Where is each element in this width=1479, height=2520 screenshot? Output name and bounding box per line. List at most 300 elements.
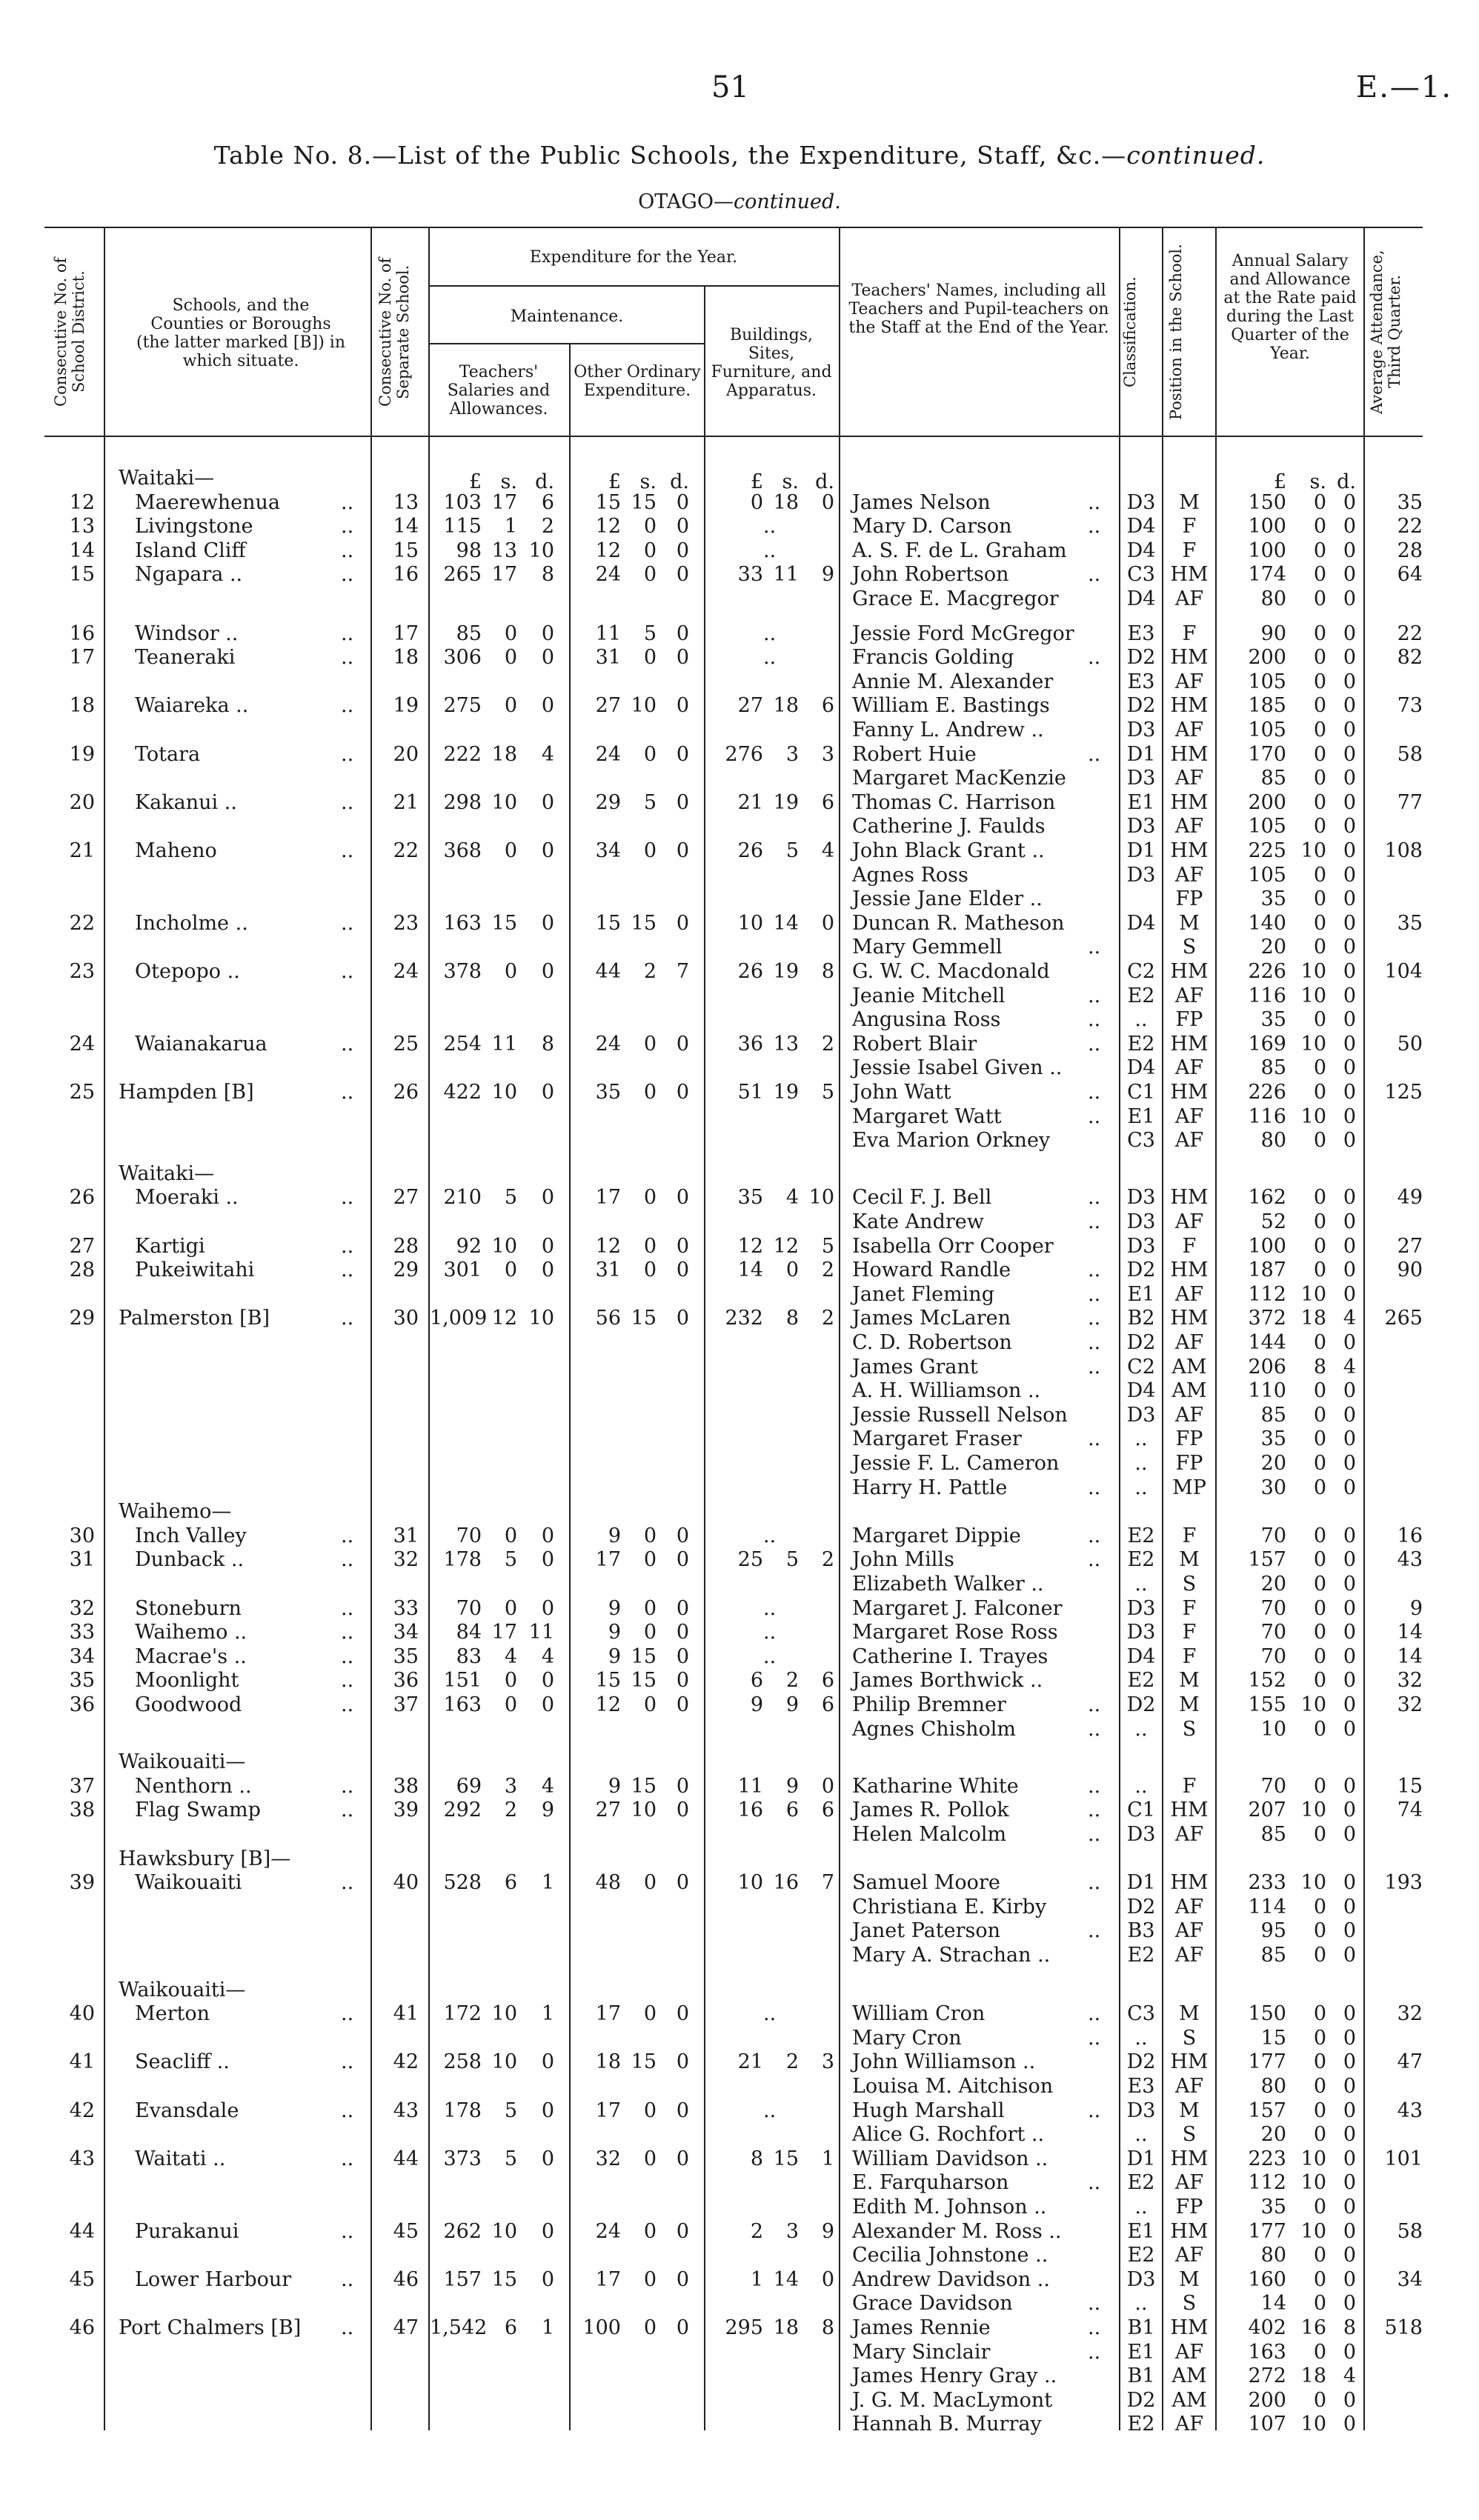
header-buildings: Buildings, Sites, Furniture, and Apparatus. (711, 326, 832, 400)
buildings-expenditure-shillings: 13 (773, 1032, 799, 1056)
buildings-expenditure: .. (763, 1596, 777, 1620)
annual-salary-pence: 0 (1343, 539, 1356, 562)
annual-salary-shillings: 0 (1313, 1823, 1326, 1846)
teacher-salaries-pounds: 70 (456, 1596, 482, 1620)
classification: D4 (1126, 1644, 1156, 1668)
other-expenditure-shillings: 0 (643, 539, 657, 562)
teacher-salaries-shillings: 5 (504, 1186, 517, 1210)
teacher-salaries-shillings: 5 (504, 2147, 517, 2170)
classification: E1 (1127, 2340, 1155, 2364)
classification: D2 (1126, 646, 1156, 670)
other-expenditure-pounds: 12 (595, 515, 621, 539)
other-expenditure (578, 1186, 689, 1210)
buildings-expenditure-pounds: 232 (725, 1307, 763, 1330)
annual-salary (1221, 864, 1356, 887)
teacher-salaries-pounds: 178 (443, 2099, 482, 2122)
annual-salary (1221, 670, 1356, 694)
teacher-salaries-pounds: 83 (456, 1644, 482, 1668)
annual-salary-pence: 0 (1343, 621, 1356, 645)
leader-dots: .. (341, 2050, 354, 2074)
buildings-expenditure (711, 2050, 834, 2074)
annual-salary (1221, 2292, 1356, 2316)
classification: D3 (1126, 863, 1156, 887)
teacher-name: Harry H. Pattle (852, 1476, 1008, 1499)
other-expenditure-shillings: 2 (643, 960, 657, 983)
district-number: 34 (69, 1644, 95, 1668)
school-position: F (1182, 1621, 1197, 1644)
other-expenditure-shillings: 0 (643, 1234, 657, 1258)
average-attendance: 14 (1397, 1621, 1423, 1644)
leader-dots: .. (1088, 646, 1101, 670)
leader-dots: .. (341, 2316, 354, 2339)
teacher-name: Katharine White (852, 1774, 1019, 1798)
other-expenditure-pence: 0 (676, 646, 689, 670)
annual-salary-pounds: 35 (1260, 1008, 1286, 1032)
annual-salary-shillings: 0 (1313, 742, 1326, 766)
annual-salary-pounds: 85 (1260, 1823, 1286, 1846)
annual-salary-pounds: 20 (1260, 936, 1286, 959)
teacher-name: Francis Golding (852, 646, 1014, 670)
teacher-name: Thomas C. Harrison (852, 790, 1056, 814)
other-expenditure-shillings: 0 (643, 1081, 657, 1104)
annual-salary (1221, 791, 1356, 815)
annual-salary-shillings: 0 (1313, 1056, 1326, 1080)
teacher-name: Alexander M. Ross .. (852, 2219, 1062, 2243)
annual-salary (1221, 1645, 1356, 1669)
buildings-expenditure (711, 1693, 834, 1717)
annual-salary-pounds: 272 (1248, 2364, 1286, 2388)
buildings-expenditure-pence: 0 (821, 1774, 834, 1798)
school-position: FP (1175, 1452, 1203, 1475)
average-attendance: 9 (1409, 1596, 1423, 1620)
teacher-salaries (430, 563, 554, 587)
annual-salary-pence: 0 (1343, 936, 1356, 959)
buildings-expenditure-shillings: 18 (773, 490, 799, 514)
school-name: Purakanui (135, 2219, 239, 2243)
buildings-expenditure-pounds: 26 (737, 960, 763, 983)
teacher-name: John Watt (852, 1081, 951, 1104)
buildings-expenditure (711, 1186, 834, 1210)
annual-salary-pence: 0 (1343, 2050, 1356, 2074)
annual-salary-shillings: 0 (1313, 911, 1326, 935)
table-title-suffix: continued. (1126, 141, 1266, 170)
teacher-salaries-shillings: 0 (504, 1596, 517, 1620)
annual-salary-shillings: 0 (1313, 767, 1326, 790)
teacher-salaries-pence: 0 (541, 1669, 554, 1693)
school-name: Waianakarua (135, 1032, 267, 1056)
buildings-expenditure-pence: 3 (821, 2050, 834, 2074)
classification: E2 (1127, 2413, 1155, 2436)
teacher-name: Margaret MacKenzie (852, 767, 1066, 790)
teacher-salaries-shillings: 6 (504, 2316, 517, 2339)
teacher-name: John Black Grant .. (852, 839, 1045, 862)
buildings-expenditure-shillings: 9 (785, 1693, 799, 1716)
leader-dots: .. (341, 1693, 354, 1716)
teacher-salaries (430, 1524, 554, 1548)
other-expenditure-shillings: 15 (631, 2050, 657, 2074)
leader-dots: .. (341, 1081, 354, 1104)
school-name: Flag Swamp (135, 1799, 261, 1822)
annual-salary-shillings: 10 (1300, 839, 1326, 862)
annual-salary-shillings: 0 (1313, 539, 1326, 562)
leader-dots: .. (341, 2219, 354, 2243)
leader-dots: .. (341, 1774, 354, 1798)
other-expenditure-pounds: 35 (595, 1081, 621, 1104)
other-expenditure-shillings: 10 (631, 1799, 657, 1822)
teacher-name: Angusina Ross (852, 1008, 1001, 1032)
school-position: AF (1174, 1919, 1204, 1943)
annual-salary (1221, 2364, 1356, 2388)
annual-salary-pence: 0 (1343, 1452, 1356, 1475)
separate-school-number: 21 (393, 790, 419, 814)
teacher-salaries-shillings: 0 (504, 1669, 517, 1693)
other-expenditure-pence: 0 (676, 1596, 689, 1620)
annual-salary-pence: 0 (1343, 670, 1356, 693)
leader-dots: .. (1088, 515, 1101, 539)
annual-salary (1221, 622, 1356, 646)
annual-salary-shillings: 0 (1313, 587, 1326, 610)
buildings-expenditure-pence: 0 (821, 490, 834, 514)
other-expenditure-shillings: 0 (643, 1524, 657, 1547)
annual-salary (1221, 515, 1356, 539)
teacher-salaries-shillings: 1 (504, 515, 517, 539)
annual-salary (1221, 1718, 1356, 1741)
leader-dots: .. (1088, 1307, 1101, 1330)
other-expenditure-pence: 0 (676, 1693, 689, 1716)
teacher-salaries-pence: 4 (541, 1644, 554, 1668)
annual-salary-shillings: 0 (1313, 1379, 1326, 1403)
teacher-name: Catherine J. Faulds (852, 815, 1046, 839)
annual-salary-shillings: 0 (1313, 621, 1326, 645)
annual-salary-pence: 0 (1343, 1644, 1356, 1668)
school-position: M (1179, 2099, 1200, 2122)
annual-salary-pounds: 35 (1260, 1427, 1286, 1451)
buildings-expenditure (711, 1307, 834, 1330)
teacher-salaries (430, 1307, 554, 1330)
annual-salary (1221, 2413, 1356, 2436)
teacher-salaries-pounds: 301 (443, 1259, 482, 1282)
leader-dots: .. (341, 563, 354, 587)
school-name: Dunback .. (135, 1548, 245, 1572)
teacher-salaries-shillings: 2 (504, 1799, 517, 1822)
average-attendance: 28 (1397, 539, 1423, 562)
other-expenditure-shillings: 0 (643, 742, 657, 766)
other-expenditure (578, 1597, 689, 1621)
buildings-expenditure (711, 2220, 834, 2244)
teacher-salaries-pence: 0 (541, 1259, 554, 1282)
annual-salary-pence: 0 (1343, 2123, 1356, 2147)
district-number: 29 (69, 1307, 95, 1330)
classification: D1 (1126, 839, 1156, 862)
teacher-salaries-shillings: 17 (491, 1621, 517, 1644)
school-name: Inch Valley (135, 1524, 247, 1547)
buildings-expenditure: .. (763, 515, 777, 539)
other-expenditure-shillings: 0 (643, 563, 657, 587)
buildings-expenditure: .. (763, 2002, 777, 2026)
teacher-salaries-pounds: 172 (443, 2002, 482, 2026)
school-position: AF (1174, 1895, 1204, 1919)
district-number: 38 (69, 1799, 95, 1822)
teacher-salaries (430, 2147, 554, 2171)
leader-dots: .. (1088, 1693, 1101, 1716)
district-number: 35 (69, 1669, 95, 1693)
annual-salary-shillings: 10 (1300, 1282, 1326, 1306)
average-attendance: 90 (1397, 1259, 1423, 1282)
other-expenditure-pounds: 31 (595, 646, 621, 670)
annual-salary (1221, 887, 1356, 911)
teacher-name: John Robertson (852, 563, 1009, 587)
school-name: Incholme .. (135, 911, 248, 935)
teacher-name: Robert Huie (852, 742, 977, 766)
classification: .. (1134, 1008, 1148, 1032)
buildings-expenditure (711, 2268, 834, 2292)
annual-salary-shillings: 0 (1313, 1573, 1326, 1596)
teacher-salaries (430, 491, 554, 515)
teacher-salaries (430, 1597, 554, 1621)
other-expenditure-pounds: 18 (595, 2050, 621, 2074)
teacher-name: Fanny L. Andrew .. (852, 719, 1044, 741)
annual-salary-pence: 0 (1343, 1032, 1356, 1056)
other-expenditure-pence: 0 (676, 1032, 689, 1056)
other-expenditure-shillings: 10 (631, 694, 657, 718)
school-position: F (1182, 1774, 1197, 1798)
teacher-salaries (430, 622, 554, 646)
buildings-expenditure (711, 1775, 834, 1799)
teacher-name: John Mills (852, 1548, 954, 1572)
other-expenditure-shillings: 5 (643, 621, 657, 645)
buildings-expenditure-pence: 4 (821, 839, 834, 862)
school-name: Teaneraki (135, 646, 236, 670)
school-position: AF (1174, 670, 1204, 693)
school-name: Nenthorn .. (135, 1774, 252, 1798)
district-number: 42 (69, 2099, 95, 2122)
annual-salary-pence: 0 (1343, 2267, 1356, 2291)
district-number: 24 (69, 1032, 95, 1056)
other-expenditure (578, 1259, 689, 1282)
other-expenditure-shillings: 0 (643, 2219, 657, 2243)
classification: E3 (1127, 670, 1155, 693)
other-expenditure-pounds: 32 (595, 2147, 621, 2170)
teacher-name: Grace Davidson (852, 2292, 1013, 2316)
annual-salary (1221, 984, 1356, 1008)
other-expenditure-shillings: 0 (643, 2316, 657, 2339)
annual-salary-pounds: 157 (1248, 2099, 1286, 2122)
other-expenditure-pence: 0 (676, 1081, 689, 1104)
leader-dots: .. (341, 1548, 354, 1572)
annual-salary (1221, 1896, 1356, 1919)
teacher-salaries-shillings: 13 (491, 539, 517, 562)
average-attendance: 265 (1384, 1307, 1423, 1330)
annual-salary-pence: 0 (1343, 1871, 1356, 1895)
annual-salary-shillings: 0 (1313, 1476, 1326, 1499)
annual-salary-pence: 0 (1343, 1379, 1356, 1403)
district-number: 13 (69, 515, 95, 539)
district-heading: Hawksbury [B]— (119, 1847, 291, 1870)
buildings-expenditure (711, 1669, 834, 1693)
annual-salary (1221, 2171, 1356, 2195)
annual-salary (1221, 1210, 1356, 1234)
annual-salary-shillings: 10 (1300, 1104, 1326, 1128)
annual-salary-pounds: 85 (1260, 1056, 1286, 1080)
teacher-salaries (430, 1033, 554, 1056)
annual-salary-shillings: 10 (1300, 2413, 1326, 2436)
school-position: F (1182, 1524, 1197, 1547)
annual-salary-shillings: 0 (1313, 1403, 1326, 1427)
school-position: FP (1175, 1008, 1203, 1032)
leader-dots: .. (1088, 1081, 1101, 1104)
annual-salary-shillings: 0 (1313, 2026, 1326, 2050)
buildings-expenditure-pounds: 51 (737, 1081, 763, 1104)
other-expenditure-pounds: 17 (595, 2002, 621, 2026)
annual-salary-pounds: 20 (1260, 2123, 1286, 2147)
buildings-expenditure: .. (763, 646, 777, 670)
annual-salary-pounds: 70 (1260, 1621, 1286, 1644)
annual-salary-pounds: 150 (1248, 2002, 1286, 2026)
annual-salary-shillings: 10 (1300, 960, 1326, 983)
school-position: AF (1174, 1403, 1204, 1427)
teacher-name: James Borthwick .. (852, 1669, 1043, 1693)
annual-salary-pence: 0 (1343, 1919, 1356, 1943)
district-number: 37 (69, 1774, 95, 1798)
annual-salary-pence: 0 (1343, 694, 1356, 718)
annual-salary-pounds: 170 (1248, 742, 1286, 766)
annual-salary-pounds: 100 (1248, 1234, 1286, 1258)
teacher-salaries-shillings: 3 (504, 1774, 517, 1798)
annual-salary-pence: 0 (1343, 563, 1356, 587)
buildings-expenditure (711, 912, 834, 936)
other-expenditure-pounds: 27 (595, 694, 621, 718)
leader-dots: .. (1088, 2171, 1101, 2195)
annual-salary-pence: 0 (1343, 2171, 1356, 2195)
other-expenditure-pounds: 29 (595, 790, 621, 814)
leader-dots: .. (1088, 1104, 1101, 1128)
leader-dots: .. (1088, 984, 1101, 1007)
annual-salary-shillings: 10 (1300, 1032, 1326, 1056)
annual-salary-pence: 0 (1343, 1621, 1356, 1644)
annual-salary-pence: 0 (1343, 1476, 1356, 1499)
annual-salary-shillings: 10 (1300, 2171, 1326, 2195)
other-expenditure-pence: 0 (676, 563, 689, 587)
leader-dots: .. (341, 490, 354, 514)
buildings-expenditure-pence: 2 (821, 1548, 834, 1572)
teacher-salaries-pence: 0 (541, 790, 554, 814)
classification: .. (1134, 1573, 1148, 1596)
district-heading: Waitaki— (119, 1161, 215, 1185)
separate-school-number: 17 (393, 621, 419, 645)
teacher-name: William E. Bastings (852, 694, 1050, 718)
leader-dots: .. (1088, 1476, 1101, 1499)
annual-salary (1221, 839, 1356, 863)
other-expenditure-pence: 0 (676, 2002, 689, 2026)
annual-salary-pounds: 150 (1248, 490, 1286, 514)
annual-salary-pence: 0 (1343, 2219, 1356, 2243)
annual-salary-pence: 0 (1343, 1573, 1356, 1596)
teacher-salaries-pounds: 69 (456, 1774, 482, 1798)
annual-salary-pence: 0 (1343, 1799, 1356, 1822)
other-expenditure (578, 1693, 689, 1717)
teacher-salaries (430, 1259, 554, 1282)
teacher-salaries-pence: 10 (528, 539, 554, 562)
school-position: FP (1175, 887, 1203, 911)
teacher-name: James Grant (852, 1355, 978, 1379)
annual-salary-shillings: 0 (1313, 1008, 1326, 1032)
teacher-salaries-pounds: 528 (443, 1871, 482, 1895)
annual-salary (1221, 1235, 1356, 1259)
other-expenditure-pence: 0 (676, 1621, 689, 1644)
school-position: HM (1170, 1186, 1209, 1210)
school-position: AF (1174, 1944, 1204, 1967)
teacher-name: James Henry Gray .. (852, 2364, 1057, 2388)
classification: D4 (1126, 539, 1156, 562)
classification: E1 (1127, 1282, 1155, 1306)
separate-school-number: 41 (393, 2002, 419, 2026)
classification: D2 (1126, 2050, 1156, 2074)
annual-salary-shillings: 0 (1313, 719, 1326, 741)
annual-salary (1221, 1799, 1356, 1822)
teacher-name: Cecilia Johnstone .. (852, 2244, 1048, 2267)
teacher-salaries (430, 839, 554, 863)
annual-salary (1221, 2123, 1356, 2147)
school-position: HM (1170, 960, 1209, 983)
annual-salary-pounds: 200 (1248, 2388, 1286, 2412)
other-expenditure-shillings: 15 (631, 1669, 657, 1693)
other-expenditure-shillings: 0 (643, 646, 657, 670)
teacher-name: J. G. M. MacLymont (852, 2388, 1053, 2412)
teacher-name: Janet Paterson (852, 1919, 1001, 1943)
teacher-salaries-pounds: 298 (443, 790, 482, 814)
annual-salary-pence: 0 (1343, 1693, 1356, 1716)
annual-salary (1221, 1476, 1356, 1500)
average-attendance: 50 (1397, 1032, 1423, 1056)
teacher-salaries-pence: 8 (541, 1032, 554, 1056)
school-position: HM (1170, 646, 1209, 670)
annual-salary-pounds: 95 (1260, 1919, 1286, 1943)
school-position: HM (1170, 2147, 1209, 2170)
other-expenditure-pence: 7 (676, 960, 689, 983)
school-position: M (1179, 2267, 1200, 2291)
buildings-expenditure-pence: 7 (821, 1871, 834, 1895)
annual-salary (1221, 1081, 1356, 1104)
separate-school-number: 42 (393, 2050, 419, 2074)
teacher-salaries-shillings: 5 (504, 1548, 517, 1572)
header-annual-salary: Annual Salary and Allowance at the Rate paid during the Last Quarter of the Year. (1223, 252, 1357, 363)
annual-salary (1221, 1331, 1356, 1355)
average-attendance: 43 (1397, 1548, 1423, 1572)
annual-salary-pence: 0 (1343, 1548, 1356, 1572)
other-expenditure (578, 1871, 689, 1895)
school-name: Kakanui .. (135, 790, 237, 814)
leader-dots: .. (1088, 1823, 1101, 1846)
average-attendance: 73 (1397, 694, 1423, 718)
separate-school-number: 43 (393, 2099, 419, 2122)
annual-salary-pounds: 223 (1248, 2147, 1286, 2170)
average-attendance: 32 (1397, 2002, 1423, 2026)
separate-school-number: 15 (393, 539, 419, 562)
other-expenditure-pence: 0 (676, 911, 689, 935)
buildings-expenditure-pounds: 27 (737, 694, 763, 718)
separate-school-number: 25 (393, 1032, 419, 1056)
average-attendance: 101 (1384, 2147, 1423, 2170)
leader-dots: .. (1088, 1799, 1101, 1822)
annual-salary-shillings: 0 (1313, 1774, 1326, 1798)
annual-salary-pence: 0 (1343, 1717, 1356, 1741)
maintenance-rule (428, 343, 704, 344)
school-name: Evansdale (135, 2099, 239, 2122)
other-expenditure-pounds: 44 (595, 960, 621, 983)
header-teachers: Teachers' Names, including all Teachers and Pupil-teachers on the Staff at the End of the Year. (848, 281, 1109, 337)
teacher-salaries (430, 1186, 554, 1210)
other-expenditure (578, 2002, 689, 2026)
